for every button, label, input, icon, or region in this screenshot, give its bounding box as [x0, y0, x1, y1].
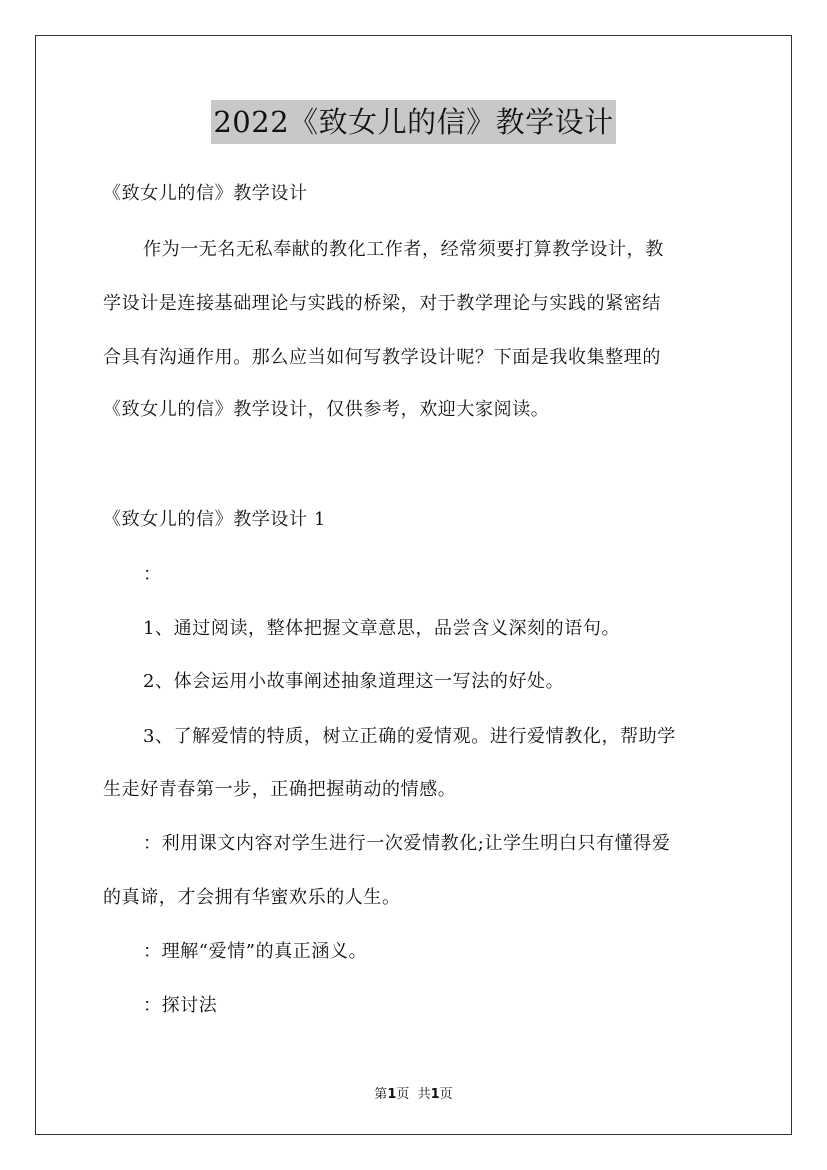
goal-line-4: 生走好青春第一步，正确把握萌动的情感。 [103, 779, 457, 800]
intro-line-2: 学设计是连接基础理论与实践的桥梁，对于教学理论与实践的紧密结 [103, 293, 661, 314]
aim-line-2: 的真谛，才会拥有华蜜欢乐的人生。 [103, 887, 401, 908]
intro-line-3: 合具有沟通作用。那么应当如何写教学设计呢？下面是我收集整理的 [103, 347, 661, 368]
intro-line-4: 《致女儿的信》教学设计，仅供参考，欢迎大家阅读。 [103, 399, 550, 420]
footer-page-number: 1 [387, 1087, 397, 1102]
aim-line-1: ：利用课文内容对学生进行一次爱情教化;让学生明白只有懂得爱 [143, 833, 671, 854]
page-footer [0, 1083, 827, 1102]
key-point-line: ：理解“爱情”的真正涵义。 [143, 941, 368, 962]
title-container [0, 100, 827, 144]
footer-mid: 页 共 [396, 1087, 431, 1102]
footer-page-total: 1 [430, 1087, 440, 1102]
intro-line-1: 作为一无名无私奉献的教化工作者，经常须要打算教学设计，教 [143, 239, 664, 260]
goal-line-3: 3、了解爱情的特质，树立正确的爱情观。进行爱情教化，帮助学 [143, 726, 676, 747]
goal-line-2: 2、体会运用小故事阐述抽象道理这一写法的好处。 [143, 671, 565, 692]
method-line: ：探讨法 [143, 995, 218, 1016]
goal-line-1: 1、通过阅读，整体把握文章意思，品尝含义深刻的语句。 [143, 618, 621, 639]
footer-prefix: 第 [374, 1087, 388, 1102]
footer-suffix: 页 [439, 1087, 453, 1102]
subtitle: 《致女儿的信》教学设计 [103, 183, 308, 204]
colon-line: ： [143, 564, 162, 585]
section-heading: 《致女儿的信》教学设计 1 [103, 509, 326, 530]
document-title: 2022《致女儿的信》教学设计 [211, 100, 615, 144]
